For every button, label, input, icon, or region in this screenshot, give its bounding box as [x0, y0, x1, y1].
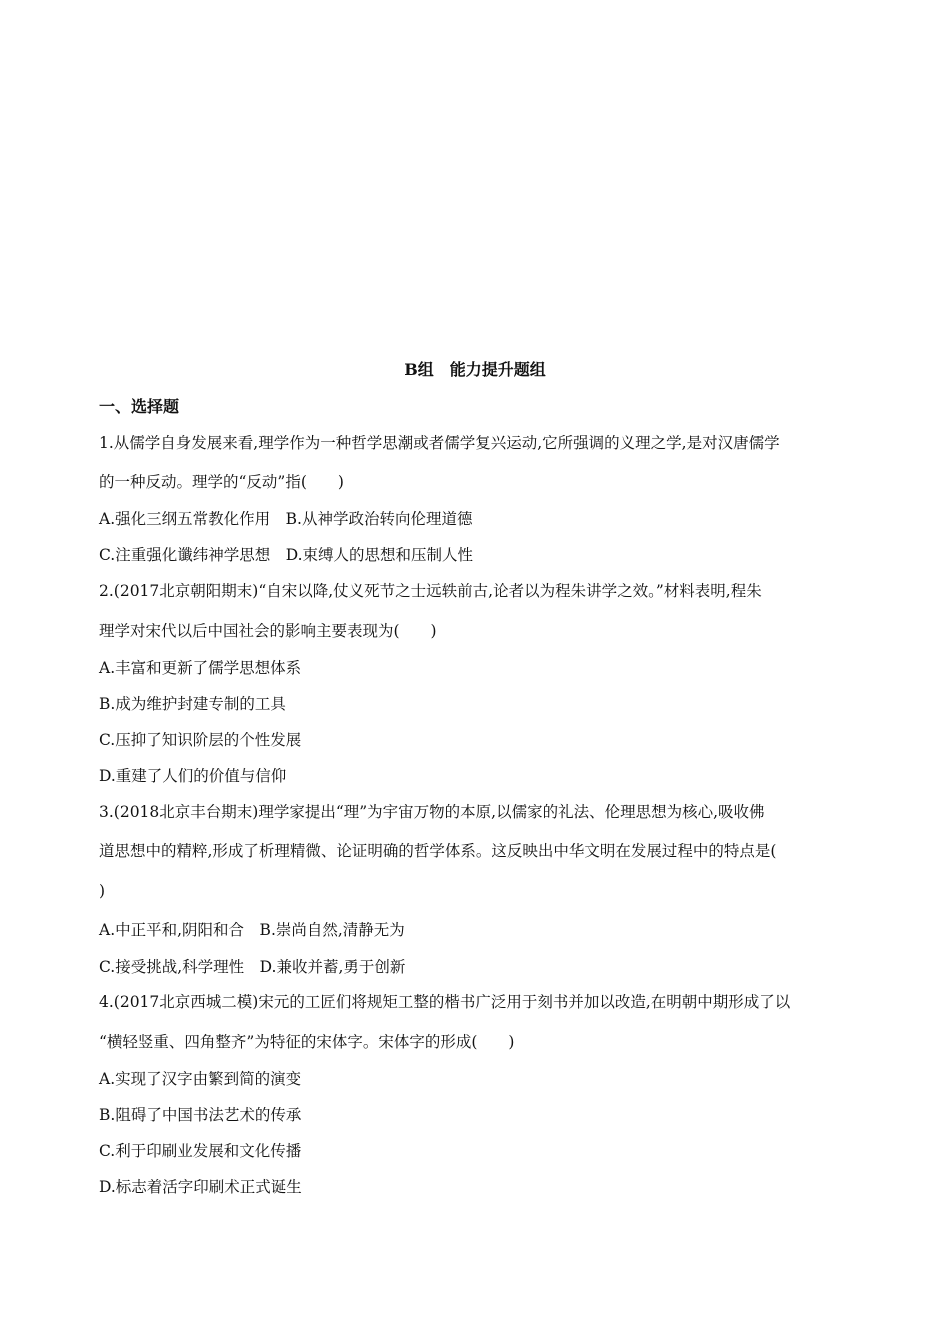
question-4-option-b: B.阻碍了中国书法艺术的传承 — [99, 1106, 302, 1124]
question-4-option-d: D.标志着活字印刷术正式诞生 — [99, 1178, 302, 1196]
question-3-stem-line-3: ) — [99, 882, 106, 900]
section-title: 一、选择题 — [99, 397, 180, 416]
question-4-stem-line-1: 4.(2017北京西城二模)宋元的工匠们将规矩工整的楷书广泛用于刻书并加以改造,在明朝中期形成了以 — [99, 993, 791, 1011]
question-1-options-cd: C.注重强化谶纬神学思想 D.束缚人的思想和压制人性 — [99, 546, 474, 564]
question-1-stem-line-1: 1.从儒学自身发展来看,理学作为一种哲学思潮或者儒学复兴运动,它所强调的义理之学,是对汉唐儒学 — [99, 434, 780, 452]
question-2-option-a: A.丰富和更新了儒学思想体系 — [99, 659, 302, 677]
question-2-stem-line-1: 2.(2017北京朝阳期末)“自宋以降,仗义死节之士远轶前古,论者以为程朱讲学之效。”材料表明,程朱 — [99, 582, 762, 600]
question-3-stem-line-1: 3.(2018北京丰台期末)理学家提出“理”为宇宙万物的本原,以儒家的礼法、伦理思想为核心,吸收佛 — [99, 803, 765, 821]
question-4-option-c: C.利于印刷业发展和文化传播 — [99, 1142, 302, 1160]
question-1-options-ab: A.强化三纲五常教化作用 B.从神学政治转向伦理道德 — [99, 510, 473, 528]
question-3-options-cd: C.接受挑战,科学理性 D.兼收并蓄,勇于创新 — [99, 958, 406, 976]
question-2-option-d: D.重建了人们的价值与信仰 — [99, 767, 287, 785]
question-2-stem-line-2: 理学对宋代以后中国社会的影响主要表现为( ) — [99, 622, 437, 640]
question-3-options-ab: A.中正平和,阴阳和合 B.崇尚自然,清静无为 — [99, 921, 405, 939]
question-2-option-b: B.成为维护封建专制的工具 — [99, 695, 286, 713]
question-1-stem-line-2: 的一种反动。理学的“反动”指( ) — [99, 473, 344, 491]
question-2-option-c: C.压抑了知识阶层的个性发展 — [99, 731, 302, 749]
group-title: B组 能力提升题组 — [404, 360, 546, 379]
question-4-stem-line-2: “横轻竖重、四角整齐”为特征的宋体字。宋体字的形成( ) — [99, 1033, 515, 1051]
question-4-option-a: A.实现了汉字由繁到简的演变 — [99, 1070, 302, 1088]
question-3-stem-line-2: 道思想中的精粹,形成了析理精微、论证明确的哲学体系。这反映出中华文明在发展过程中的特点是( — [99, 842, 777, 860]
